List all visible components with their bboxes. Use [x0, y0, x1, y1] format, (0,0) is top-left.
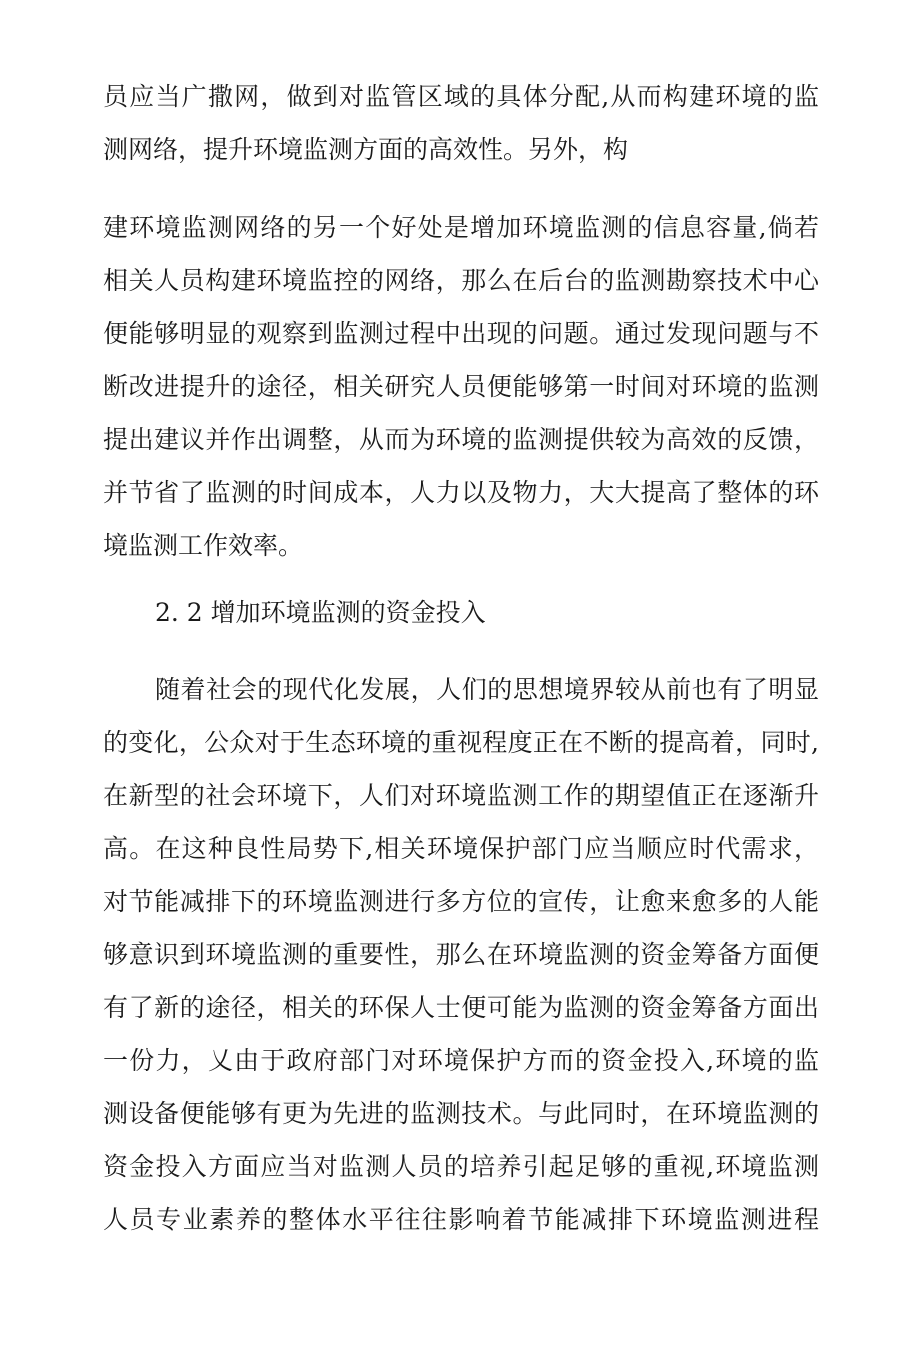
- text-line: 有了新的途径，相关的环保人士便可能为监测的资金筹备方面出: [103, 993, 819, 1022]
- text-line: 的变化，公众对于生态环境的重视程度正在不断的提高着，同时,: [103, 728, 819, 757]
- text-line: 高。在这种良性局势下,相关环境保护部门应当顺应时代需求，: [103, 834, 819, 863]
- text-line: 断改进提升的途径，相关研究人员便能够第一时间对环境的监测: [103, 372, 819, 401]
- section-heading: 2. 2 增加环境监测的资金投入: [155, 598, 486, 627]
- text-line: 人员专业素养的整体水平往往影响着节能减排下环境监测进程: [103, 1205, 819, 1234]
- text-line: 境监测工作效率。: [103, 531, 304, 560]
- text-line: 建环境监测网络的另一个好处是增加环境监测的信息容量,倘若: [103, 213, 819, 242]
- text-line: 资金投入方面应当对监测人员的培养引起足够的重视,环境监测: [103, 1152, 819, 1181]
- text-line: 员应当广撒网，做到对监管区域的具体分配,从而构建环境的监: [103, 82, 819, 111]
- text-line: 测网络，提升环境监测方面的高效性。另外，构: [103, 135, 629, 164]
- text-line: 随着社会的现代化发展，人们的思想境界较从前也有了明显: [155, 675, 819, 704]
- text-line: 并节省了监测的时间成本，人力以及物力，大大提高了整体的环: [103, 478, 819, 507]
- text-line: 相关人员构建环境监控的网络，那么在后台的监测勘察技术中心: [103, 266, 819, 295]
- text-line: 提出建议并作出调整，从而为环境的监测提供较为高效的反馈，: [103, 425, 819, 454]
- text-line: 够意识到环境监测的重要性，那么在环境监测的资金筹备方面便: [103, 940, 819, 969]
- text-line: 一份力，乂由于政府部门对环境保护方而的资金投入,环境的监: [103, 1046, 819, 1075]
- text-line: 对节能减排下的环境监测进行多方位的宣传，让愈来愈多的人能: [103, 887, 819, 916]
- text-line: 便能够明显的观察到监测过程中出现的问题。通过发现问题与不: [103, 319, 819, 348]
- text-line: 测设备便能够有更为先进的监测技术。与此同时，在环境监测的: [103, 1099, 819, 1128]
- text-line: 在新型的社会环境下，人们对环境监测工作的期望值正在逐渐升: [103, 781, 819, 810]
